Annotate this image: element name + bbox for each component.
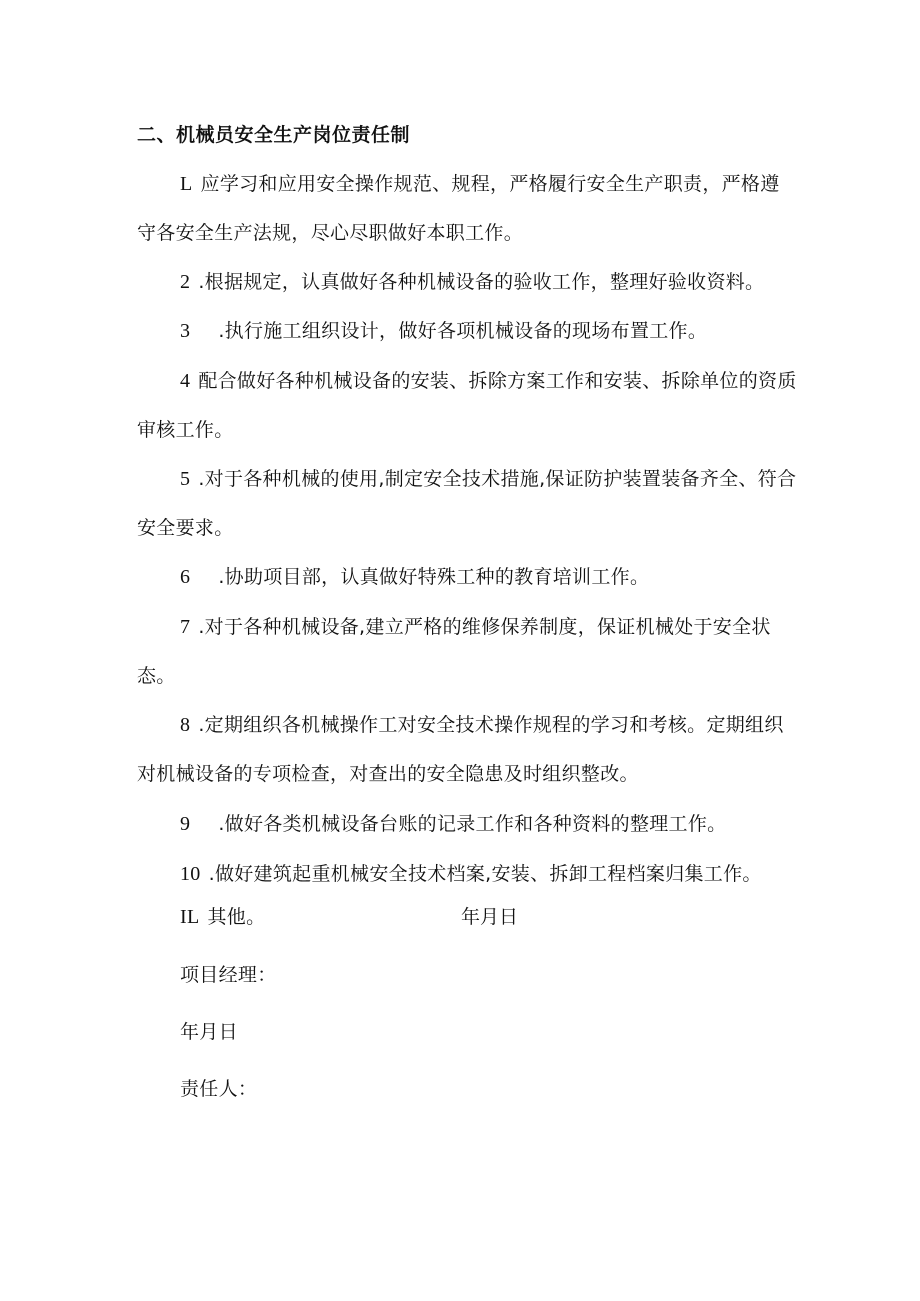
item-text: .做好各类机械设备台账的记录工作和各种资料的整理工作。 xyxy=(218,813,727,835)
item-number: IL xyxy=(180,906,200,928)
item-text: 其他。 xyxy=(207,906,266,928)
item-text: 配合做好各种机械设备的安装、拆除方案工作和安装、拆除单位的资质审核工作。 xyxy=(137,370,797,441)
item-6 xyxy=(137,553,797,602)
responsible-person-label: 责任人： xyxy=(180,1078,258,1100)
item-8 xyxy=(137,701,797,799)
item-11 xyxy=(180,902,265,929)
document-title: 二、机械员安全生产岗位责任制 xyxy=(137,124,411,146)
item-number: L xyxy=(180,173,193,195)
date-label-right: 年月日 xyxy=(461,906,519,928)
date-label-left: 年月日 xyxy=(180,1021,238,1043)
item-number: 2 xyxy=(180,271,191,293)
item-text: .根据规定，认真做好各种机械设备的验收工作，整理好验收资料。 xyxy=(198,271,765,293)
item-9 xyxy=(137,800,797,849)
item-number: 10 xyxy=(180,863,201,885)
item-text: 应学习和应用安全操作规范、规程，严格履行安全生产职责，严格遵守各安全生产法规，尽心尽职做好本职工作。 xyxy=(137,173,780,244)
item-1 xyxy=(137,160,797,258)
item-text: .执行施工组织设计，做好各项机械设备的现场布置工作。 xyxy=(218,320,708,342)
item-10 xyxy=(137,850,797,899)
item-text: .对于各种机械设备,建立严格的维修保养制度，保证机械处于安全状态。 xyxy=(137,616,771,687)
item-number: 6 xyxy=(180,566,191,588)
item-5 xyxy=(137,455,797,553)
item-text: .对于各种机械的使用,制定安全技术措施,保证防护装置装备齐全、符合安全要求。 xyxy=(137,468,797,539)
project-manager-label: 项目经理： xyxy=(180,964,277,986)
item-text: .定期组织各机械操作工对安全技术操作规程的学习和考核。定期组织对机械设备的专项检查，对查出的安全隐患及时组织整改。 xyxy=(137,714,784,785)
item-number: 7 xyxy=(180,616,191,638)
item-number: 3 xyxy=(180,320,191,342)
item-number: 5 xyxy=(180,468,191,490)
item-number: 9 xyxy=(180,813,191,835)
item-number: 8 xyxy=(180,714,191,736)
item-text: .协助项目部，认真做好特殊工种的教育培训工作。 xyxy=(218,566,650,588)
item-2 xyxy=(137,258,797,307)
item-3 xyxy=(137,307,797,356)
item-4 xyxy=(137,357,797,455)
item-text: .做好建筑起重机械安全技术档案,安装、拆卸工程档案归集工作。 xyxy=(208,863,762,885)
item-7 xyxy=(137,603,797,701)
item-number: 4 xyxy=(180,370,191,392)
